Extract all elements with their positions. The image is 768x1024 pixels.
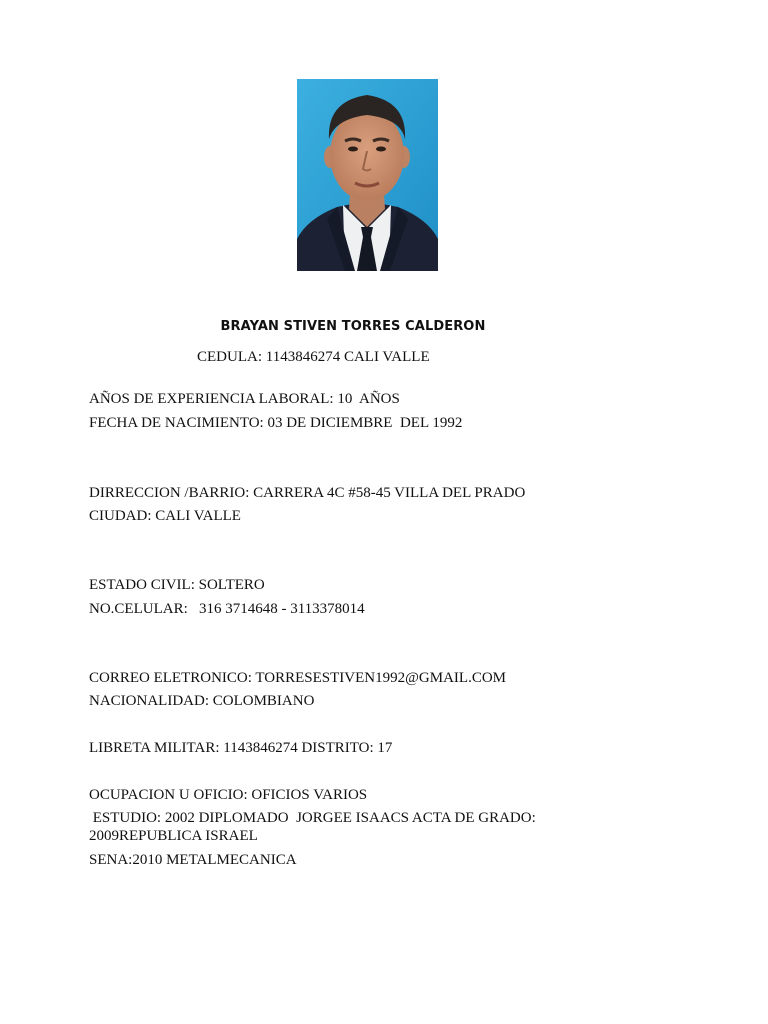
occupation-line: OCUPACION U OFICIO: OFICIOS VARIOS xyxy=(89,787,368,803)
education-line: ESTUDIO: 2002 DIPLOMADO JORGEE ISAACS ACTA DE GRADO: 2009REPUBLICA ISRAEL xyxy=(89,810,540,844)
city-line: CIUDAD: CALI VALLE xyxy=(89,508,241,524)
cedula-line: CEDULA: 1143846274 CALI VALLE xyxy=(197,349,430,365)
email-line: CORREO ELETRONICO: TORRESESTIVEN1992@GMAIL.COM xyxy=(89,670,507,686)
phone-line: NO.CELULAR: 316 3714648 - 3113378014 xyxy=(89,601,365,617)
experience-line: AÑOS DE EXPERIENCIA LABORAL: 10 AÑOS xyxy=(89,391,400,407)
birthdate-line: FECHA DE NACIMIENTO: 03 DE DICIEMBRE DEL 1992 xyxy=(89,415,463,431)
nationality-line: NACIONALIDAD: COLOMBIANO xyxy=(89,693,315,709)
candidate-name: BRAYAN STIVEN TORRES CALDERON xyxy=(220,319,486,334)
marital-status-line: ESTADO CIVIL: SOLTERO xyxy=(89,577,265,593)
military-card-line: LIBRETA MILITAR: 1143846274 DISTRITO: 17 xyxy=(89,740,393,756)
address-line: DIRRECCION /BARRIO: CARRERA 4C #58-45 VILLA DEL PRADO xyxy=(89,485,526,501)
profile-photo xyxy=(297,79,438,271)
sena-line: SENA:2010 METALMECANICA xyxy=(89,852,297,868)
